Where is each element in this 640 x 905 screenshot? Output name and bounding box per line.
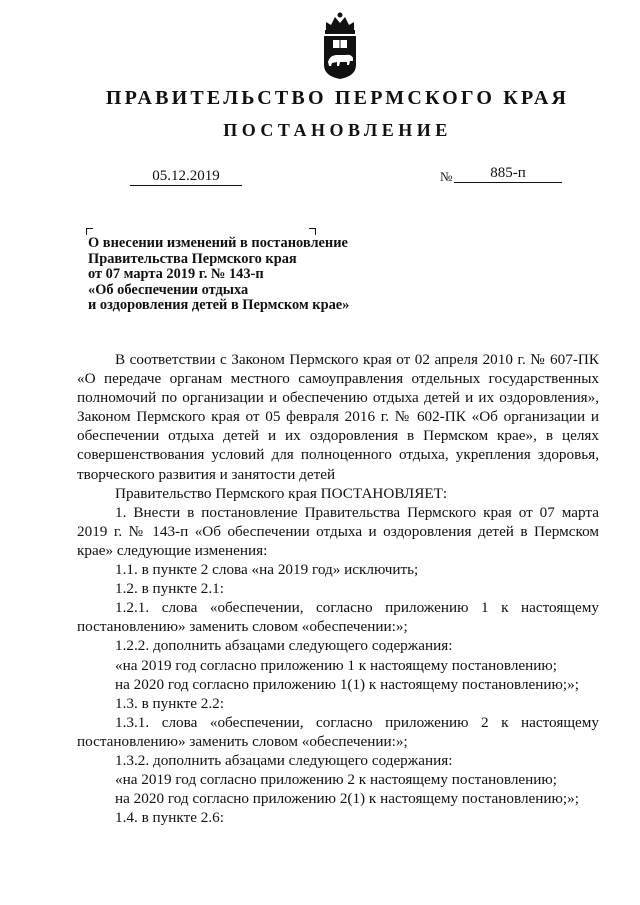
body-paragraph: 1.2.1. слова «обеспечении, согласно приложению 1 к настоящему постановлению» заменить словом «обеспечении:»;	[77, 599, 599, 636]
subject-line: и оздоровления детей в Пермском крае»	[88, 297, 350, 313]
perm-krai-coat-of-arms-icon	[318, 10, 362, 80]
number-label: №	[440, 169, 453, 184]
body-paragraph: 1.1. в пункте 2 слова «на 2019 год» исключить;	[115, 561, 419, 579]
subject-corner-mark-left	[86, 228, 93, 235]
body-paragraph: 1.3.2. дополнить абзацами следующего содержания:	[115, 751, 453, 769]
body-paragraph: 1.4. в пункте 2.6:	[115, 809, 224, 827]
document-body	[77, 350, 599, 827]
document-subject	[88, 236, 388, 314]
body-paragraph: на 2020 год согласно приложению 1(1) к настоящему постановлению;»;	[115, 675, 579, 693]
document-number: 885-п	[454, 164, 562, 183]
body-paragraph: на 2020 год согласно приложению 2(1) к настоящему постановлению;»;	[115, 790, 579, 808]
subject-corner-mark-right	[309, 228, 316, 235]
document-type: ПОСТАНОВЛЕНИЕ	[223, 120, 452, 140]
body-paragraph: Правительство Пермского края ПОСТАНОВЛЯЕТ:	[115, 484, 448, 502]
body-paragraph: 1. Внести в постановление Правительства Пермского края от 07 марта 2019 г. № 143-п «Об обеспечении отдыха и оздоровления детей в Пермском крае» следующие изменения:	[77, 503, 599, 559]
body-paragraph: «на 2019 год согласно приложению 2 к настоящему постановлению;	[115, 771, 557, 789]
subject-line: от 07 марта 2019 г. № 143-п	[88, 266, 264, 282]
body-paragraph: 1.2. в пункте 2.1:	[115, 580, 224, 598]
government-name: ПРАВИТЕЛЬСТВО ПЕРМСКОГО КРАЯ	[105, 87, 570, 109]
body-paragraph: В соответствии с Законом Пермского края от 02 апреля 2010 г. № 607-ПК «О передаче органам местного самоуправления отдельных государственных полномочий по организации и обеспечению отдыха детей и их оздоровления», Законом Пермского края от 05 февраля 2016 г. № 602-ПК «Об организации и обеспечении отдыха детей и их оздоровления в Пермском крае», в целях совершенствования условий для полноценного отдыха, укрепления здоровья, творческого развития и занятости детей	[77, 351, 599, 483]
body-paragraph: 1.2.2. дополнить абзацами следующего содержания:	[115, 637, 453, 655]
subject-line: Правительства Пермского края	[88, 250, 297, 267]
subject-line: О внесении изменений в постановление	[88, 235, 348, 251]
body-paragraph: 1.3.1. слова «обеспечении, согласно приложению 2 к настоящему постановлению» заменить словом «обеспечении:»;	[77, 713, 599, 750]
document-date: 05.12.2019	[130, 167, 242, 186]
body-paragraph: 1.3. в пункте 2.2:	[115, 694, 224, 712]
subject-line: «Об обеспечении отдыха	[88, 281, 249, 298]
body-paragraph: «на 2019 год согласно приложению 1 к настоящему постановлению;	[115, 656, 557, 674]
